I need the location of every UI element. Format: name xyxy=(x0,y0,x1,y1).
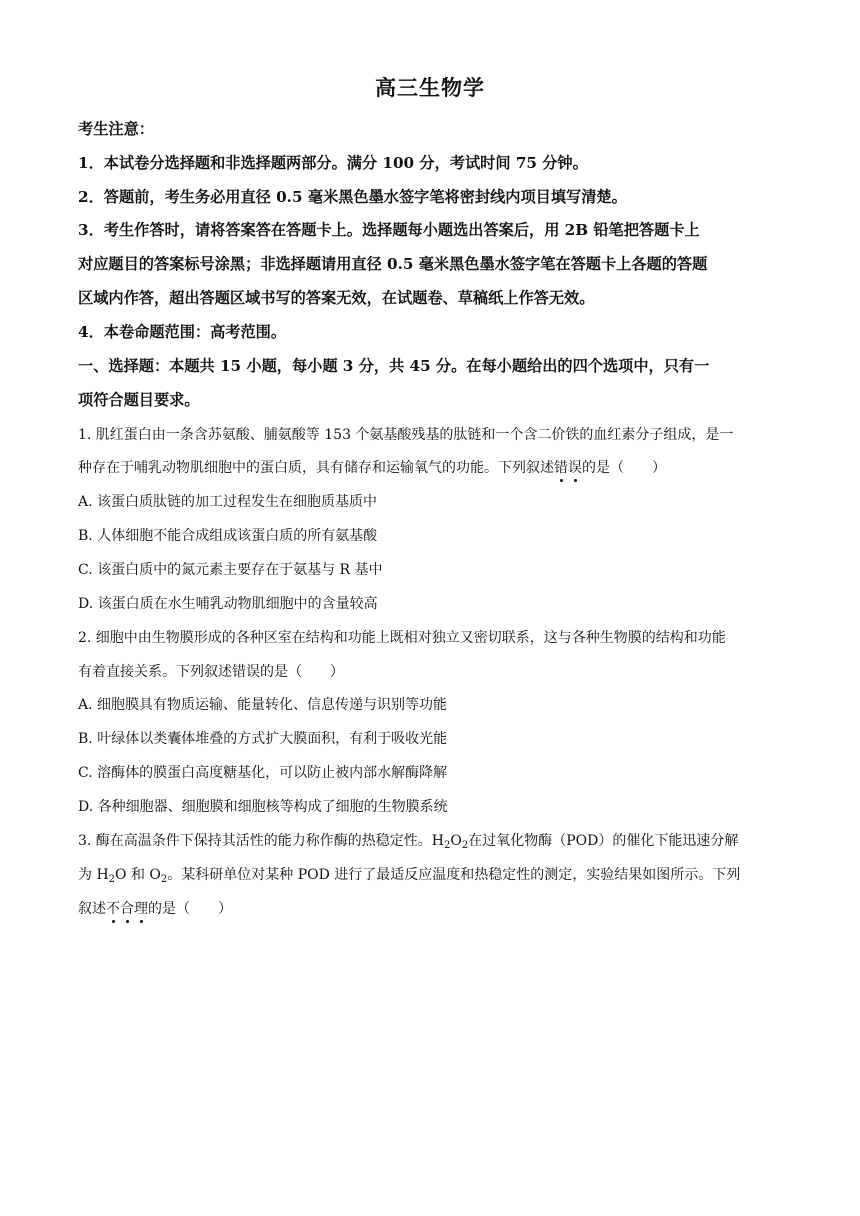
notice-item-1: 1．本试卷分选择题和非选择题两部分。满分 100 分，考试时间 75 分钟。 xyxy=(78,154,588,172)
q1-stem-line1: 1. 肌红蛋白由一条含苏氨酸、脯氨酸等 153 个氨基酸残基的肽链和一个含二价铁的血红素分子组成，是一 xyxy=(78,427,734,443)
q3-line2-post: 。某科研单位对某种 POD 进行了最适反应温度和热稳定性的测定，实验结果如图所示。下列 xyxy=(167,867,741,883)
q3-line2-pre: 为 H xyxy=(78,867,109,883)
notice-item-3: 3．考生作答时，请将答案答在答题卡上。选择题每小题选出答案后，用 2B 铅笔把答题卡上 xyxy=(78,221,700,239)
notice-item-4: 4．本卷命题范围：高考范围。 xyxy=(78,323,287,341)
section-heading: 一、选择题：本题共 15 小题，每小题 3 分，共 45 分。在每小题给出的四个选项中，只有一 xyxy=(78,357,710,375)
q3-sub-2: 2 xyxy=(461,840,469,851)
q3-stem-line3 xyxy=(78,898,232,918)
q3-line2-mid: O 和 O xyxy=(115,867,161,883)
notice-item-3-cont2: 区域内作答，超出答题区域书写的答案无效，在试题卷、草稿纸上作答无效。 xyxy=(78,289,595,307)
q1-option-c: C. 该蛋白质中的氮元素主要存在于氨基与 R 基中 xyxy=(78,562,383,578)
q3-line3-post: 的是（ ） xyxy=(148,901,232,917)
q3-line1-post: 在过氧化物酶（POD）的催化下能迅速分解 xyxy=(468,833,739,849)
q2-stem-line2: 有着直接关系。下列叙述错误的是（ ） xyxy=(78,664,344,680)
q1-option-d: D. 该蛋白质在水生哺乳动物肌细胞中的含量较高 xyxy=(78,596,378,612)
q3-stem-line2 xyxy=(78,864,740,884)
q3-line3-pre: 叙述 xyxy=(78,901,106,917)
notice-item-2: 2．答题前，考生务必用直径 0.5 毫米黑色墨水签字笔将密封线内项目填写清楚。 xyxy=(78,188,627,206)
q1-stem-line2 xyxy=(78,457,666,477)
q1-emphasis-dotted: 错误 xyxy=(554,460,582,476)
page-title: 高三生物学 xyxy=(375,76,485,100)
section-heading-cont: 项符合题目要求。 xyxy=(78,391,200,409)
q2-option-a: A. 细胞膜具有物质运输、能量转化、信息传递与识别等功能 xyxy=(78,697,448,713)
q2-option-d: D. 各种细胞器、细胞膜和细胞核等构成了细胞的生物膜系统 xyxy=(78,799,448,815)
notice-heading: 考生注意： xyxy=(78,120,154,138)
q1-stem-post: 的是（ ） xyxy=(582,460,666,476)
notice-item-3-cont: 对应题目的答案标号涂黑；非选择题请用直径 0.5 毫米黑色墨水签字笔在答题卡上各题的答题 xyxy=(78,255,708,273)
q3-o-1: O xyxy=(450,833,462,849)
q2-option-c: C. 溶酶体的膜蛋白高度糖基化，可以防止被内部水解酶降解 xyxy=(78,765,448,781)
q1-stem-pre: 种存在于哺乳动物肌细胞中的蛋白质，具有储存和运输氧气的功能。下列叙述 xyxy=(78,460,554,476)
q3-line1-pre: 3. 酶在高温条件下保持其活性的能力称作酶的热稳定性。H xyxy=(78,833,445,849)
q3-sub-1: 2 xyxy=(444,840,451,851)
q3-emphasis-dotted: 不合理 xyxy=(106,901,148,917)
q1-option-a: A. 该蛋白质肽链的加工过程发生在细胞质基质中 xyxy=(78,494,378,510)
q3-sub-3: 2 xyxy=(108,874,116,885)
q1-option-b: B. 人体细胞不能合成组成该蛋白质的所有氨基酸 xyxy=(78,528,378,544)
q2-stem-line1: 2. 细胞中由生物膜形成的各种区室在结构和功能上既相对独立又密切联系，这与各种生物膜的结构和功能 xyxy=(78,630,726,646)
q3-stem-line1 xyxy=(78,830,738,850)
q2-option-b: B. 叶绿体以类囊体堆叠的方式扩大膜面积，有利于吸收光能 xyxy=(78,731,448,747)
q3-sub-4: 2 xyxy=(160,874,168,885)
